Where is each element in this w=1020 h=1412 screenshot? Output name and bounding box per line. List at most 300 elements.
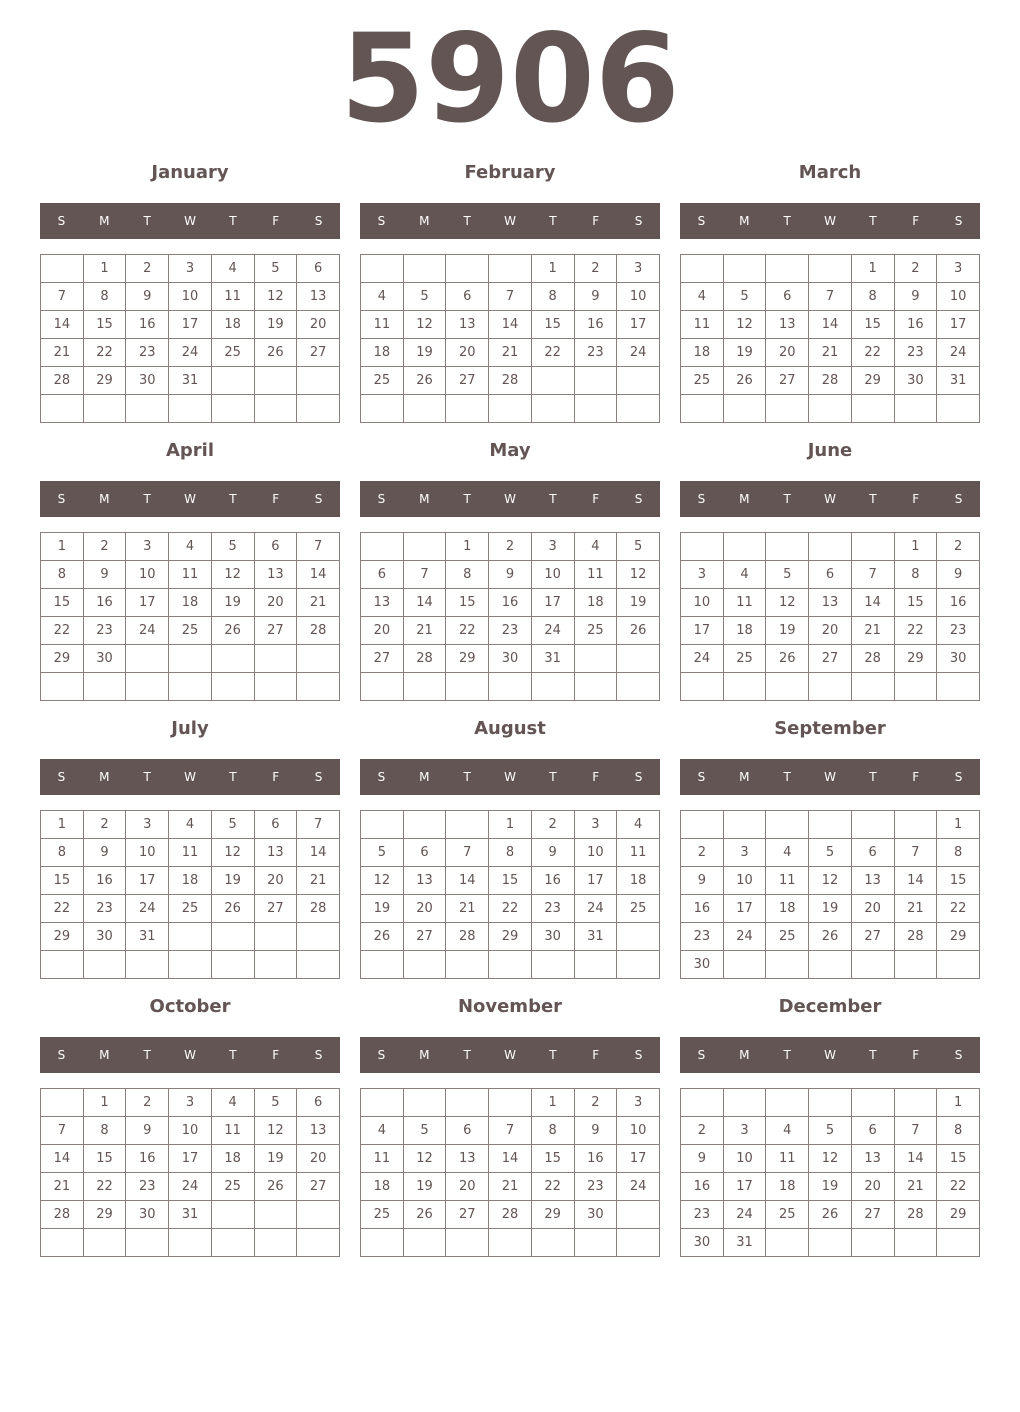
- day-cell: 12: [403, 1145, 446, 1173]
- day-cell: 14: [297, 561, 340, 589]
- day-cell: 23: [681, 1201, 724, 1229]
- day-cell: 11: [169, 561, 212, 589]
- day-cell: 28: [489, 1201, 532, 1229]
- weekday-label: S: [697, 214, 706, 228]
- day-cell: 10: [126, 839, 169, 867]
- day-cell: 31: [169, 1201, 212, 1229]
- month-block: [40, 434, 340, 666]
- day-cell: 10: [937, 283, 980, 311]
- day-cell: [809, 533, 852, 561]
- day-cell: 3: [937, 255, 980, 283]
- week-row: [41, 811, 340, 839]
- day-cell: 5: [403, 1117, 446, 1145]
- day-cell: 12: [809, 1145, 852, 1173]
- week-row: [361, 673, 660, 701]
- day-cell: [531, 367, 574, 395]
- day-cell: 3: [617, 1089, 660, 1117]
- week-row: [361, 1173, 660, 1201]
- day-cell: 5: [766, 561, 809, 589]
- day-cell: 15: [489, 867, 532, 895]
- day-cell: 16: [531, 867, 574, 895]
- week-row: [361, 533, 660, 561]
- day-cell: [169, 1229, 212, 1257]
- day-cell: 23: [937, 617, 980, 645]
- day-cell: 1: [531, 1089, 574, 1117]
- day-cell: 11: [361, 1145, 404, 1173]
- week-row: [41, 589, 340, 617]
- day-cell: [211, 645, 254, 673]
- day-cell: [169, 395, 212, 423]
- day-cell: 4: [211, 255, 254, 283]
- day-cell: 23: [681, 923, 724, 951]
- day-cell: 5: [361, 839, 404, 867]
- day-cell: [83, 395, 126, 423]
- day-cell: [126, 673, 169, 701]
- weekday-label: S: [57, 770, 66, 784]
- day-cell: 18: [681, 339, 724, 367]
- day-cell: [41, 395, 84, 423]
- day-cell: 6: [297, 255, 340, 283]
- day-cell: 6: [809, 561, 852, 589]
- day-cell: 13: [446, 311, 489, 339]
- day-cell: 11: [574, 561, 617, 589]
- day-cell: 13: [297, 1117, 340, 1145]
- day-cell: 22: [41, 617, 84, 645]
- day-cell: 9: [126, 1117, 169, 1145]
- day-cell: 19: [617, 589, 660, 617]
- day-cell: 7: [489, 283, 532, 311]
- day-cell: [211, 951, 254, 979]
- day-cell: 30: [126, 367, 169, 395]
- day-cell: 28: [894, 1201, 937, 1229]
- week-row: [681, 255, 980, 283]
- weekday-label: M: [739, 1048, 750, 1062]
- week-row: [681, 533, 980, 561]
- day-cell: 20: [254, 867, 297, 895]
- week-row: [361, 311, 660, 339]
- day-cell: 20: [851, 895, 894, 923]
- day-cell: 8: [937, 839, 980, 867]
- day-cell: 14: [446, 867, 489, 895]
- weekday-label: S: [377, 1048, 386, 1062]
- weekday-label: T: [549, 770, 557, 784]
- weekday-label: T: [549, 214, 557, 228]
- day-cell: 13: [297, 283, 340, 311]
- day-cell: 2: [574, 1089, 617, 1117]
- day-cell: 10: [723, 867, 766, 895]
- day-cell: 2: [681, 839, 724, 867]
- day-cell: 2: [531, 811, 574, 839]
- week-row: [41, 311, 340, 339]
- day-cell: [254, 951, 297, 979]
- day-cell: 24: [937, 339, 980, 367]
- day-cell: [723, 1089, 766, 1117]
- day-cell: 11: [681, 311, 724, 339]
- day-cell: [83, 673, 126, 701]
- weekday-label: M: [419, 1048, 430, 1062]
- day-cell: 30: [681, 1229, 724, 1257]
- day-cell: [723, 395, 766, 423]
- day-cell: [723, 811, 766, 839]
- day-cell: 16: [681, 895, 724, 923]
- day-cell: 9: [126, 283, 169, 311]
- day-cell: 11: [723, 589, 766, 617]
- month-name: December: [778, 996, 882, 1017]
- day-cell: 11: [766, 867, 809, 895]
- weekday-label: W: [184, 214, 196, 228]
- day-cell: [894, 1229, 937, 1257]
- day-cell: 28: [297, 895, 340, 923]
- weekday-label: T: [143, 492, 151, 506]
- day-cell: 9: [574, 283, 617, 311]
- day-cell: 27: [254, 895, 297, 923]
- day-cell: 29: [851, 367, 894, 395]
- day-cell: 11: [766, 1145, 809, 1173]
- month-name: May: [489, 440, 531, 461]
- day-cell: 17: [937, 311, 980, 339]
- day-cell: 4: [361, 283, 404, 311]
- week-row: [681, 811, 980, 839]
- day-cell: 22: [531, 339, 574, 367]
- day-cell: 21: [894, 1173, 937, 1201]
- week-row: [681, 311, 980, 339]
- weekday-label: M: [419, 770, 430, 784]
- day-cell: 24: [126, 617, 169, 645]
- weekday-label: M: [419, 214, 430, 228]
- weekday-header: [360, 759, 660, 795]
- day-cell: [894, 811, 937, 839]
- weekday-label: M: [99, 492, 110, 506]
- day-cell: 4: [361, 1117, 404, 1145]
- day-cell: 13: [809, 589, 852, 617]
- month-block: [40, 990, 340, 1222]
- day-cell: 11: [211, 283, 254, 311]
- day-cell: 30: [894, 367, 937, 395]
- month-block: [360, 434, 660, 666]
- day-cell: 27: [297, 1173, 340, 1201]
- week-row: [681, 951, 980, 979]
- day-cell: [254, 673, 297, 701]
- day-cell: 25: [723, 645, 766, 673]
- day-cell: 4: [766, 839, 809, 867]
- weekday-label: T: [869, 214, 877, 228]
- day-cell: [766, 1089, 809, 1117]
- day-cell: 26: [723, 367, 766, 395]
- day-cell: 1: [489, 811, 532, 839]
- day-cell: 16: [937, 589, 980, 617]
- day-cell: [681, 1089, 724, 1117]
- day-cell: 18: [361, 1173, 404, 1201]
- weekday-label: T: [143, 1048, 151, 1062]
- day-cell: 6: [766, 283, 809, 311]
- day-cell: 24: [531, 617, 574, 645]
- weekday-header: [360, 1037, 660, 1073]
- month-name: October: [149, 996, 231, 1017]
- day-cell: 30: [531, 923, 574, 951]
- day-grid: [40, 254, 340, 423]
- day-cell: [489, 1089, 532, 1117]
- day-cell: [766, 673, 809, 701]
- day-cell: 20: [361, 617, 404, 645]
- weekday-label: T: [783, 1048, 791, 1062]
- weekday-label: S: [634, 214, 643, 228]
- day-cell: 22: [937, 1173, 980, 1201]
- day-cell: 8: [937, 1117, 980, 1145]
- day-cell: 30: [83, 645, 126, 673]
- week-row: [41, 339, 340, 367]
- day-cell: 30: [574, 1201, 617, 1229]
- month-name: June: [807, 440, 853, 461]
- day-cell: 14: [489, 311, 532, 339]
- day-cell: [211, 673, 254, 701]
- day-cell: [361, 1229, 404, 1257]
- day-cell: 5: [211, 811, 254, 839]
- day-cell: 13: [403, 867, 446, 895]
- week-row: [41, 1117, 340, 1145]
- day-cell: [211, 1201, 254, 1229]
- day-cell: 20: [851, 1173, 894, 1201]
- weekday-header: [680, 1037, 980, 1073]
- day-cell: [851, 395, 894, 423]
- day-cell: 5: [254, 255, 297, 283]
- day-cell: 17: [617, 311, 660, 339]
- day-cell: 26: [211, 617, 254, 645]
- day-cell: 27: [766, 367, 809, 395]
- day-cell: 22: [446, 617, 489, 645]
- day-cell: 21: [489, 1173, 532, 1201]
- day-cell: [361, 255, 404, 283]
- day-cell: 27: [297, 339, 340, 367]
- day-cell: 28: [489, 367, 532, 395]
- day-cell: 26: [809, 1201, 852, 1229]
- day-cell: 24: [126, 895, 169, 923]
- day-cell: [531, 395, 574, 423]
- day-cell: [809, 1089, 852, 1117]
- week-row: [681, 589, 980, 617]
- day-cell: 7: [41, 283, 84, 311]
- day-cell: 7: [297, 533, 340, 561]
- day-cell: 25: [169, 617, 212, 645]
- day-cell: [489, 395, 532, 423]
- week-row: [681, 645, 980, 673]
- day-cell: 16: [681, 1173, 724, 1201]
- weekday-label: S: [634, 1048, 643, 1062]
- day-cell: [254, 367, 297, 395]
- day-cell: 19: [809, 895, 852, 923]
- day-cell: [446, 673, 489, 701]
- day-cell: 2: [83, 533, 126, 561]
- week-row: [361, 561, 660, 589]
- day-cell: [681, 533, 724, 561]
- day-cell: 5: [617, 533, 660, 561]
- weekday-label: F: [272, 1048, 280, 1062]
- day-cell: 7: [894, 839, 937, 867]
- day-cell: [41, 1089, 84, 1117]
- day-cell: [766, 255, 809, 283]
- day-cell: 19: [403, 339, 446, 367]
- day-cell: 3: [126, 533, 169, 561]
- day-cell: 2: [126, 255, 169, 283]
- day-cell: 18: [766, 895, 809, 923]
- day-cell: 7: [894, 1117, 937, 1145]
- day-cell: [617, 367, 660, 395]
- day-cell: [361, 951, 404, 979]
- day-cell: [894, 395, 937, 423]
- month-name: August: [474, 718, 546, 739]
- week-row: [41, 923, 340, 951]
- week-row: [681, 395, 980, 423]
- weekday-header: [360, 481, 660, 517]
- day-cell: [361, 395, 404, 423]
- weekday-label: S: [57, 214, 66, 228]
- day-cell: 19: [254, 311, 297, 339]
- month-name: November: [457, 996, 563, 1017]
- day-cell: 7: [41, 1117, 84, 1145]
- day-cell: [617, 1201, 660, 1229]
- day-cell: [766, 811, 809, 839]
- day-cell: [297, 673, 340, 701]
- day-cell: 20: [403, 895, 446, 923]
- month-name: July: [171, 718, 209, 739]
- day-cell: 28: [809, 367, 852, 395]
- day-cell: 29: [489, 923, 532, 951]
- weekday-label: S: [314, 1048, 323, 1062]
- day-cell: [297, 951, 340, 979]
- day-cell: 8: [41, 561, 84, 589]
- day-grid: [680, 810, 980, 979]
- week-row: [361, 395, 660, 423]
- weekday-label: M: [739, 770, 750, 784]
- day-cell: 24: [723, 1201, 766, 1229]
- day-cell: [489, 951, 532, 979]
- day-cell: 14: [809, 311, 852, 339]
- day-cell: 21: [403, 617, 446, 645]
- day-cell: 31: [126, 923, 169, 951]
- day-cell: 4: [723, 561, 766, 589]
- day-cell: 21: [446, 895, 489, 923]
- week-row: [361, 617, 660, 645]
- day-cell: 14: [489, 1145, 532, 1173]
- day-cell: [681, 673, 724, 701]
- day-cell: 16: [83, 867, 126, 895]
- week-row: [41, 1173, 340, 1201]
- day-cell: 12: [809, 867, 852, 895]
- month-name: September: [774, 718, 886, 739]
- day-cell: [297, 645, 340, 673]
- day-cell: 11: [361, 311, 404, 339]
- day-cell: 9: [937, 561, 980, 589]
- weekday-label: S: [954, 1048, 963, 1062]
- week-row: [41, 1201, 340, 1229]
- day-cell: 28: [403, 645, 446, 673]
- weekday-label: W: [504, 1048, 516, 1062]
- weekday-header: [40, 1037, 340, 1073]
- day-cell: [617, 1229, 660, 1257]
- day-cell: 17: [531, 589, 574, 617]
- day-cell: [403, 255, 446, 283]
- day-cell: [446, 1229, 489, 1257]
- day-cell: [254, 1201, 297, 1229]
- day-cell: 17: [681, 617, 724, 645]
- weekday-label: S: [697, 770, 706, 784]
- day-cell: 15: [531, 311, 574, 339]
- day-cell: 22: [531, 1173, 574, 1201]
- month-block: [680, 712, 980, 972]
- day-grid: [40, 1088, 340, 1257]
- day-cell: 14: [894, 1145, 937, 1173]
- day-cell: 25: [617, 895, 660, 923]
- day-cell: 19: [809, 1173, 852, 1201]
- day-cell: 6: [361, 561, 404, 589]
- day-cell: 9: [681, 867, 724, 895]
- day-cell: 3: [126, 811, 169, 839]
- day-cell: 31: [531, 645, 574, 673]
- month-block: [360, 712, 660, 944]
- day-cell: 26: [254, 339, 297, 367]
- day-cell: [126, 395, 169, 423]
- day-cell: 5: [211, 533, 254, 561]
- day-cell: 16: [574, 1145, 617, 1173]
- weekday-label: T: [463, 492, 471, 506]
- day-cell: 30: [937, 645, 980, 673]
- day-cell: 3: [723, 839, 766, 867]
- weekday-label: S: [377, 770, 386, 784]
- weekday-label: W: [184, 1048, 196, 1062]
- day-cell: 9: [681, 1145, 724, 1173]
- week-row: [681, 673, 980, 701]
- weekday-label: S: [57, 1048, 66, 1062]
- weekday-header: [680, 759, 980, 795]
- weekday-label: S: [954, 214, 963, 228]
- day-cell: 1: [446, 533, 489, 561]
- week-row: [361, 283, 660, 311]
- day-grid: [680, 254, 980, 423]
- day-cell: 15: [894, 589, 937, 617]
- day-cell: 8: [83, 283, 126, 311]
- day-cell: 1: [937, 1089, 980, 1117]
- day-grid: [680, 1088, 980, 1257]
- month-name: March: [798, 162, 862, 183]
- day-cell: 18: [723, 617, 766, 645]
- day-cell: 14: [41, 1145, 84, 1173]
- day-cell: 24: [617, 339, 660, 367]
- day-cell: [617, 673, 660, 701]
- day-cell: 29: [937, 923, 980, 951]
- day-cell: 8: [41, 839, 84, 867]
- day-cell: 22: [851, 339, 894, 367]
- day-cell: [297, 1229, 340, 1257]
- day-cell: 14: [403, 589, 446, 617]
- day-cell: 4: [169, 811, 212, 839]
- day-cell: 22: [41, 895, 84, 923]
- day-cell: 25: [574, 617, 617, 645]
- day-cell: 23: [531, 895, 574, 923]
- day-cell: [211, 1229, 254, 1257]
- day-cell: [937, 395, 980, 423]
- weekday-header: [680, 481, 980, 517]
- week-row: [361, 1117, 660, 1145]
- day-cell: [254, 645, 297, 673]
- day-cell: 14: [297, 839, 340, 867]
- day-cell: 8: [489, 839, 532, 867]
- day-cell: [446, 951, 489, 979]
- day-cell: [403, 395, 446, 423]
- week-row: [361, 339, 660, 367]
- day-cell: 16: [126, 311, 169, 339]
- day-cell: 12: [211, 561, 254, 589]
- day-cell: 4: [681, 283, 724, 311]
- day-cell: 1: [41, 533, 84, 561]
